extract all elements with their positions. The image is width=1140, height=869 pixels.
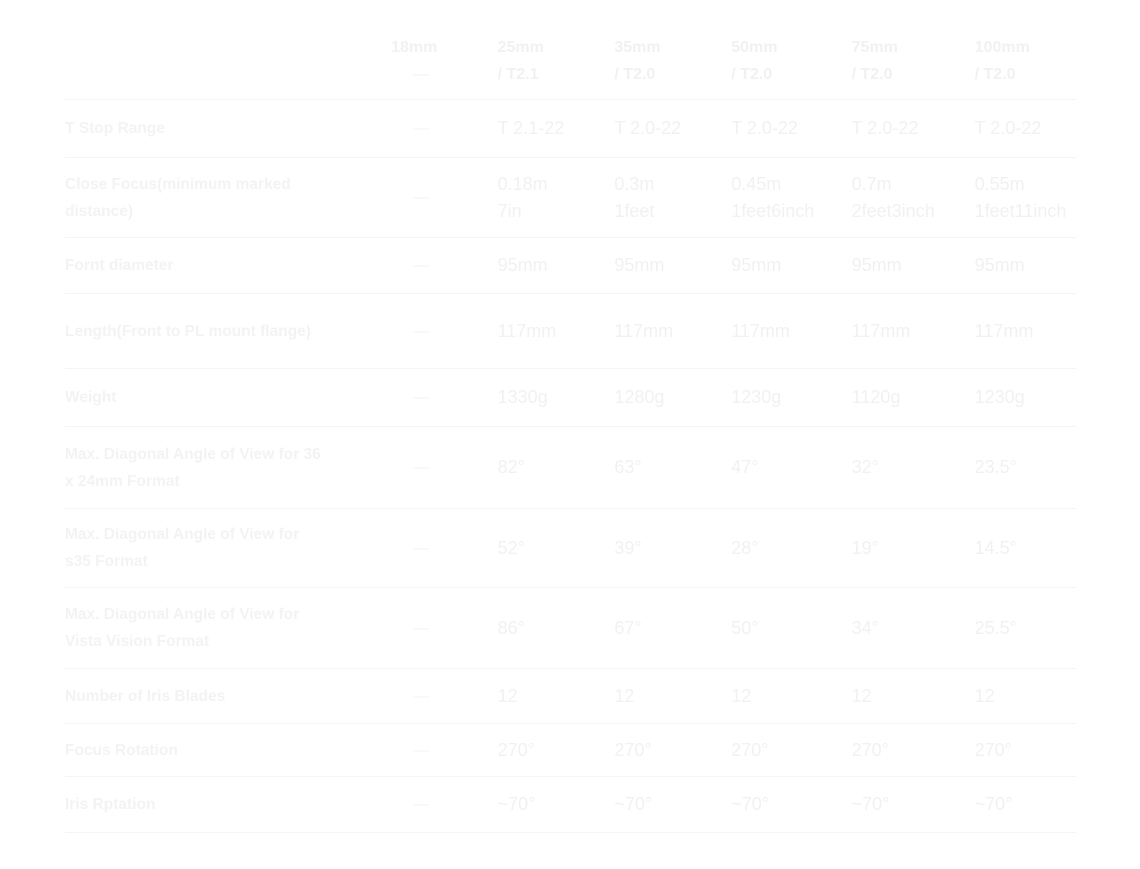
spec-value-text: 67° [614, 617, 642, 638]
table-row [65, 294, 1076, 369]
spec-value-text: 95mm [851, 255, 902, 275]
spec-value-empty [391, 294, 497, 369]
spec-value [614, 724, 731, 777]
spec-value-text: 117mm [497, 320, 557, 341]
spec-value-text: ~70° [974, 794, 1013, 814]
spec-value-text: — [413, 120, 430, 137]
header-tstop: / T2.0 [614, 66, 656, 83]
header-col-35mm [614, 34, 731, 100]
spec-value [498, 669, 615, 724]
header-tstop: / T2.0 [851, 66, 893, 83]
spec-value [852, 238, 975, 294]
spec-value-empty [391, 509, 497, 588]
spec-value-empty [391, 238, 497, 294]
table-row [65, 588, 1076, 669]
header-tstop: / T2.0 [731, 66, 773, 83]
spec-value-text: T 2.0-22 [851, 118, 919, 138]
spec-value-text: 12 [851, 685, 872, 706]
spec-value-text: 95mm [614, 255, 665, 275]
spec-value [614, 588, 731, 669]
spec-value [614, 238, 731, 294]
header-tstop: / T2.0 [974, 66, 1016, 83]
spec-label: Close Focus(minimum marked distance) [65, 175, 291, 220]
spec-value [498, 509, 615, 588]
header-tstop: / T2.1 [497, 66, 539, 83]
spec-value [852, 588, 975, 669]
spec-value-text: 14.5° [974, 537, 1017, 558]
spec-value [975, 294, 1076, 369]
spec-value-text: — [413, 619, 430, 637]
table-header [65, 34, 1076, 100]
spec-value-empty [391, 588, 497, 669]
spec-value [731, 588, 851, 669]
spec-value [731, 509, 851, 588]
spec-value [731, 100, 851, 158]
spec-value-text: 0.45m 1feet6inch [731, 173, 815, 221]
spec-value-text: T 2.1-22 [497, 118, 565, 138]
spec-label: Max. Diagonal Angle of View for Vista Vision Format [65, 606, 300, 650]
spec-value-text: 117mm [974, 320, 1034, 341]
spec-value [614, 158, 731, 238]
spec-value-empty [391, 100, 497, 158]
spec-value [975, 100, 1076, 158]
table-row [65, 724, 1076, 777]
spec-value [731, 427, 851, 509]
table-row [65, 238, 1076, 294]
spec-value [614, 100, 731, 158]
spec-value-empty [391, 427, 497, 509]
spec-value [614, 369, 731, 427]
spec-value-text: 270° [497, 739, 535, 760]
spec-value-text: 0.3m 1feet [614, 173, 655, 221]
spec-value-text: 1120g [851, 387, 901, 407]
header-row [65, 34, 1076, 100]
spec-value-text: 19° [851, 537, 879, 558]
spec-value [975, 238, 1076, 294]
spec-value-text: T 2.0-22 [974, 118, 1042, 138]
table-row [65, 777, 1076, 833]
header-col-100mm [975, 34, 1076, 100]
spec-value [975, 509, 1076, 588]
spec-value-text: 0.18m 7in [497, 173, 548, 221]
spec-value [975, 588, 1076, 669]
spec-value [614, 427, 731, 509]
spec-value-text: 1230g [731, 387, 782, 407]
spec-value [852, 427, 975, 509]
spec-value-text: — [413, 796, 430, 813]
spec-value [852, 777, 975, 833]
spec-value [852, 158, 975, 238]
spec-label: T Stop Range [65, 120, 165, 137]
spec-value-text: 95mm [497, 255, 548, 275]
header-tstop: — [413, 66, 430, 83]
spec-value [852, 724, 975, 777]
spec-label: Fornt diameter [65, 257, 174, 274]
spec-value-text: 47° [731, 457, 759, 477]
spec-value-text: — [413, 741, 430, 759]
spec-value [498, 724, 615, 777]
header-col-75mm [852, 34, 975, 100]
spec-value-text: 1280g [614, 387, 665, 407]
spec-value [975, 427, 1076, 509]
spec-value [975, 724, 1076, 777]
spec-value-empty [391, 669, 497, 724]
spec-label: Weight [65, 389, 117, 406]
spec-value-text: 0.7m 2feet3inch [851, 173, 935, 221]
table-body [65, 100, 1076, 833]
header-focal-length: 100mm [974, 39, 1030, 56]
header-col-25mm [498, 34, 615, 100]
header-focal-length: 75mm [851, 39, 898, 56]
spec-value-empty [391, 777, 497, 833]
lens-spec-table [65, 34, 1076, 833]
spec-value [852, 669, 975, 724]
spec-value-text: 117mm [851, 320, 911, 341]
spec-value-text: 32° [851, 457, 879, 477]
spec-value-text: — [413, 322, 430, 340]
spec-value [731, 158, 851, 238]
spec-value-text: 270° [974, 739, 1012, 760]
spec-value-text: 95mm [731, 255, 782, 275]
spec-value-text: ~70° [851, 794, 890, 814]
spec-value-text: 50° [731, 617, 759, 638]
table-row [65, 509, 1076, 588]
spec-value-text: 117mm [731, 320, 790, 341]
spec-value [731, 724, 851, 777]
spec-value-empty [391, 369, 497, 427]
spec-label: Iris Rptation [65, 796, 156, 813]
spec-label: Number of Iris Blades [65, 687, 226, 705]
spec-value-text: 1330g [497, 387, 548, 407]
spec-value-text: 95mm [974, 255, 1025, 275]
table-row [65, 369, 1076, 427]
spec-value-text: 0.55m 1feet11inch [974, 173, 1067, 221]
spec-value [498, 588, 615, 669]
spec-value-text: 39° [614, 537, 642, 558]
spec-label: Focus Rotation [65, 741, 178, 759]
spec-value-text: 117mm [614, 320, 674, 341]
spec-label: Length(Front to PL mount flange) [65, 322, 311, 340]
spec-value [614, 294, 731, 369]
spec-value-text: ~70° [497, 794, 536, 814]
spec-value [498, 158, 615, 238]
spec-value [852, 294, 975, 369]
spec-value-text: 12 [614, 685, 635, 706]
spec-value [852, 100, 975, 158]
spec-value-empty [391, 158, 497, 238]
spec-value-text: T 2.0-22 [614, 118, 682, 138]
spec-value-text: 23.5° [974, 457, 1017, 477]
spec-value [498, 427, 615, 509]
spec-value-text: — [413, 459, 430, 476]
spec-value [498, 369, 615, 427]
spec-value-text: 12 [731, 685, 752, 706]
spec-value [731, 238, 851, 294]
spec-value [498, 238, 615, 294]
spec-value-text: 63° [614, 457, 642, 477]
spec-value [498, 100, 615, 158]
table-row [65, 669, 1076, 724]
spec-value [731, 669, 851, 724]
spec-value-text: T 2.0-22 [731, 118, 798, 138]
spec-value [852, 369, 975, 427]
header-col-50mm [731, 34, 851, 100]
spec-value-text: 270° [614, 739, 652, 760]
header-spec-label [65, 34, 391, 100]
header-focal-length: 50mm [731, 39, 778, 56]
spec-value-text: 52° [497, 537, 525, 558]
spec-label: Max. Diagonal Angle of View for s35 Format [65, 526, 300, 570]
spec-value-text: 12 [974, 685, 995, 706]
spec-value-text: 270° [731, 739, 769, 760]
spec-value-text: — [413, 539, 430, 557]
spec-value [731, 777, 851, 833]
spec-value-text: 25.5° [974, 617, 1017, 638]
spec-value [975, 158, 1076, 238]
table-row [65, 100, 1076, 158]
spec-value-text: 1230g [974, 387, 1025, 407]
spec-value-text: ~70° [614, 794, 653, 814]
spec-value-text: — [413, 257, 430, 274]
spec-value-text: 82° [497, 457, 525, 477]
spec-value-text: 86° [497, 617, 525, 638]
spec-value [498, 294, 615, 369]
table-row [65, 427, 1076, 509]
spec-value-text: 270° [851, 739, 889, 760]
spec-value-text: ~70° [731, 794, 769, 814]
header-focal-length: 35mm [614, 39, 661, 56]
spec-value-text: 34° [851, 617, 879, 638]
spec-value-empty [391, 724, 497, 777]
spec-value-text: — [413, 189, 430, 206]
spec-value [498, 777, 615, 833]
spec-value-text: 28° [731, 537, 759, 558]
spec-value [731, 294, 851, 369]
spec-value [975, 369, 1076, 427]
spec-value [731, 369, 851, 427]
header-col-18mm [391, 34, 497, 100]
spec-value-text: — [413, 687, 430, 705]
spec-value [614, 509, 731, 588]
table-row [65, 158, 1076, 238]
spec-value-text: — [413, 389, 430, 406]
spec-label: Max. Diagonal Angle of View for 36 x 24mm Format [65, 445, 321, 490]
spec-value [614, 669, 731, 724]
spec-value [852, 509, 975, 588]
spec-value [614, 777, 731, 833]
spec-value-text: 12 [497, 685, 518, 706]
spec-value [975, 777, 1076, 833]
spec-value [975, 669, 1076, 724]
header-focal-length: 25mm [497, 39, 544, 56]
header-focal-length: 18mm [391, 39, 438, 56]
